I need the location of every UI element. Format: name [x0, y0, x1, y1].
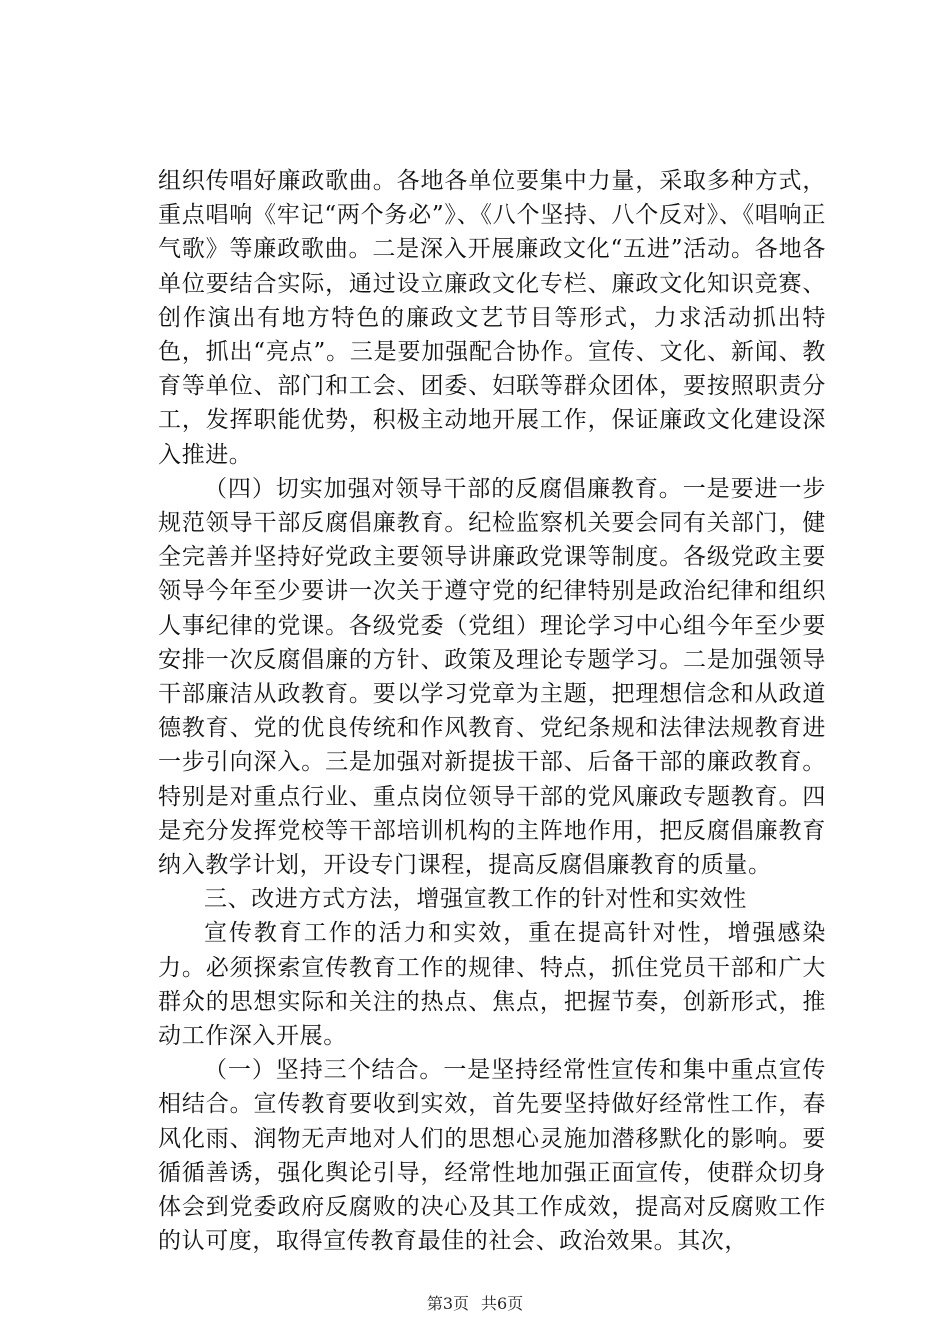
section-heading: 三、改进方式方法，增强宣教工作的针对性和实效性 — [204, 886, 747, 913]
paragraph-2: （四）切实加强对领导干部的反腐倡廉教育。一是要进一步规范领导干部反腐倡廉教育。纪检监察机关要会同有关部门，健全完善并坚持好党政主要领导讲廉政党课等制度。各级党政主要领导今年至少要讲一次关于遵守党的纪律特别是政治纪律和组织人事纪律的党课。各级党委（党组）理论学习中心组今年至少要安排一次反腐倡廉的方针、政策及理论专题学习。二是加强领导干部廉洁从政教育。要以学习党章为主题，把理想信念和从政道德教育、党的优良传统和作风教育、党纪条规和法律法规教育进一步引向深入。三是加强对新提拔干部、后备干部的廉政教育。特别是对重点行业、重点岗位领导干部的党风廉政专题教育。四是充分发挥党校等干部培训机构的主阵地作用，把反腐倡廉教育纳入教学计划，开设专门课程，提高反腐倡廉教育的质量。 — [158, 475, 826, 879]
page-total: 共6页 — [481, 1294, 524, 1313]
page-footer — [0, 1291, 950, 1314]
paragraph-3: 宣传教育工作的活力和实效，重在提高针对性，增强感染力。必须探索宣传教育工作的规律、特点，抓住党员干部和广大群众的思想实际和关注的热点、焦点，把握节奏，创新形式，推动工作深入开展。 — [158, 920, 826, 1050]
paragraph-1: 组织传唱好廉政歌曲。各地各单位要集中力量，采取多种方式，重点唱响《牢记“两个务必”》、《八个坚持、八个反对》、《唱响正气歌》等廉政歌曲。二是深入开展廉政文化“五进”活动。各地各单位要结合实际，通过设立廉政文化专栏、廉政文化知识竞赛、创作演出有地方特色的廉政文艺节目等形式，力求活动抓出特色，抓出“亮点”。三是要加强配合协作。宣传、文化、新闻、教育等单位、部门和工会、团委、妇联等群众团体，要按照职责分工，发挥职能优势，积极主动地开展工作，保证廉政文化建设深入推进。 — [158, 168, 826, 468]
page-number: 第3页 — [426, 1294, 469, 1313]
document-body — [158, 164, 826, 1259]
paragraph-4: （一）坚持三个结合。一是坚持经常性宣传和集中重点宣传相结合。宣传教育要收到实效，首先要坚持做好经常性工作，春风化雨、润物无声地对人们的思想心灵施加潜移默化的影响。要循循善诱，强化舆论引导，经常性地加强正面宣传，使群众切身体会到党委政府反腐败的决心及其工作成效，提高对反腐败工作的认可度，取得宣传教育最佳的社会、政治效果。其次， — [158, 1057, 826, 1255]
